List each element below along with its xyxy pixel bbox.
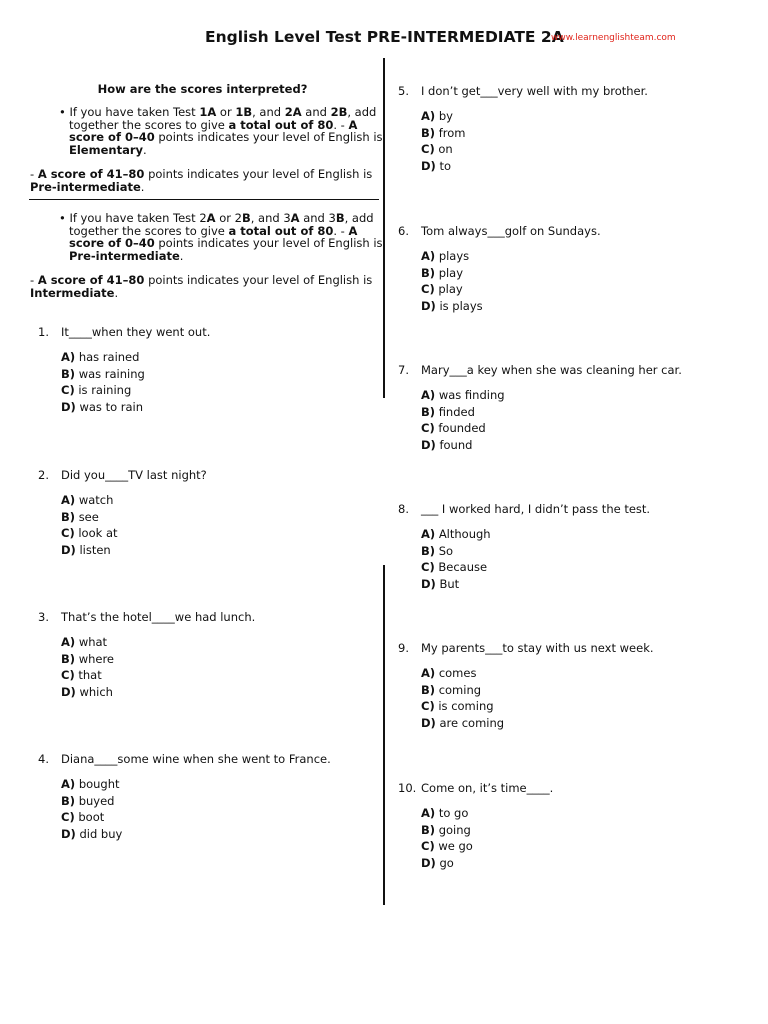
question-number: 6.: [398, 224, 409, 238]
answer-option[interactable]: C) Because: [421, 560, 488, 574]
question-number: 5.: [398, 84, 409, 98]
question-number: 9.: [398, 641, 409, 655]
question-text: Come on, it’s time____.: [421, 781, 554, 795]
answer-option[interactable]: A) was finding: [421, 388, 505, 402]
scores-bullet-1: • If you have taken Test 1A or 1B, and 2A and 2B, add together the scores to give a total out of 80. - A score of 0–40 points indicates your level of English is Elementary.: [59, 105, 383, 157]
answer-option[interactable]: A) by: [421, 109, 453, 123]
question-number: 7.: [398, 363, 409, 377]
question-text: ___ I worked hard, I didn’t pass the test.: [421, 502, 651, 516]
answer-option[interactable]: B) where: [61, 651, 115, 666]
answer-option[interactable]: C) we go: [421, 839, 473, 853]
column-divider-bottom: [383, 565, 385, 905]
answer-option[interactable]: D) to: [421, 158, 452, 173]
answer-option[interactable]: A) comes: [421, 666, 477, 680]
answer-option[interactable]: D) was to rain: [61, 399, 144, 414]
scores-line-1: - A score of 41–80 points indicates your level of English is Pre-intermediate.: [30, 167, 373, 194]
answer-option[interactable]: B) from: [421, 125, 466, 140]
question-text: It____when they went out.: [61, 325, 211, 339]
question-number: 3.: [38, 610, 49, 624]
question-text: My parents___to stay with us next week.: [421, 641, 654, 655]
answer-option[interactable]: C) founded: [421, 421, 486, 435]
answer-option[interactable]: A) watch: [61, 493, 114, 507]
question-text: Diana____some wine when she went to France.: [61, 752, 331, 766]
answer-option[interactable]: B) coming: [421, 682, 482, 697]
answer-option[interactable]: B) going: [421, 822, 471, 837]
question-text: Did you____TV last night?: [61, 468, 207, 482]
answer-option[interactable]: B) see: [61, 509, 99, 524]
answer-option[interactable]: B) play: [421, 265, 464, 280]
answer-option[interactable]: C) on: [421, 142, 453, 156]
answer-option[interactable]: D) are coming: [421, 715, 505, 730]
answer-option[interactable]: D) did buy: [61, 826, 123, 841]
answer-option[interactable]: A) plays: [421, 249, 470, 263]
question-text: I don’t get___very well with my brother.: [421, 84, 648, 98]
scores-bullet-2: • If you have taken Test 2A or 2B, and 3A and 3B, add together the scores to give a total out of 80. - A score of 0–40 points indicates your level of English is Pre-intermediate.: [59, 211, 383, 263]
question-text: Tom always___golf on Sundays.: [421, 224, 601, 238]
question-text: Mary___a key when she was cleaning her car.: [421, 363, 682, 377]
answer-option[interactable]: B) buyed: [61, 793, 115, 808]
answer-option[interactable]: C) that: [61, 668, 102, 682]
answer-option[interactable]: C) is coming: [421, 699, 494, 713]
answer-option[interactable]: D) found: [421, 437, 473, 452]
section-separator: [29, 199, 379, 200]
answer-option[interactable]: D) is plays: [421, 298, 483, 313]
answer-option[interactable]: A) what: [61, 635, 108, 649]
answer-option[interactable]: A) Although: [421, 527, 491, 541]
answer-option[interactable]: B) finded: [421, 404, 475, 419]
answer-option[interactable]: D) listen: [61, 542, 111, 557]
question-text: That’s the hotel____we had lunch.: [61, 610, 256, 624]
answer-option[interactable]: B) was raining: [61, 366, 145, 381]
scores-line-2: - A score of 41–80 points indicates your level of English is Intermediate.: [30, 273, 373, 300]
website-link[interactable]: www.learnenglishteam.com: [551, 33, 676, 43]
question-number: 10.: [398, 781, 417, 795]
answer-option[interactable]: B) So: [421, 543, 454, 558]
scores-heading: How are the scores interpreted?: [97, 82, 308, 96]
question-number: 4.: [38, 752, 49, 766]
question-number: 8.: [398, 502, 409, 516]
answer-option[interactable]: C) is raining: [61, 383, 132, 397]
question-number: 2.: [38, 468, 49, 482]
answer-option[interactable]: C) look at: [61, 526, 118, 540]
answer-option[interactable]: A) to go: [421, 806, 469, 820]
answer-option[interactable]: C) boot: [61, 810, 105, 824]
answer-option[interactable]: D) which: [61, 684, 113, 699]
page-title: English Level Test PRE-INTERMEDIATE 2A: [205, 28, 564, 46]
answer-option[interactable]: C) play: [421, 282, 463, 296]
answer-option[interactable]: D) But: [421, 576, 460, 591]
answer-option[interactable]: A) has rained: [61, 350, 140, 364]
question-number: 1.: [38, 325, 49, 339]
answer-option[interactable]: A) bought: [61, 777, 120, 791]
answer-option[interactable]: D) go: [421, 855, 454, 870]
